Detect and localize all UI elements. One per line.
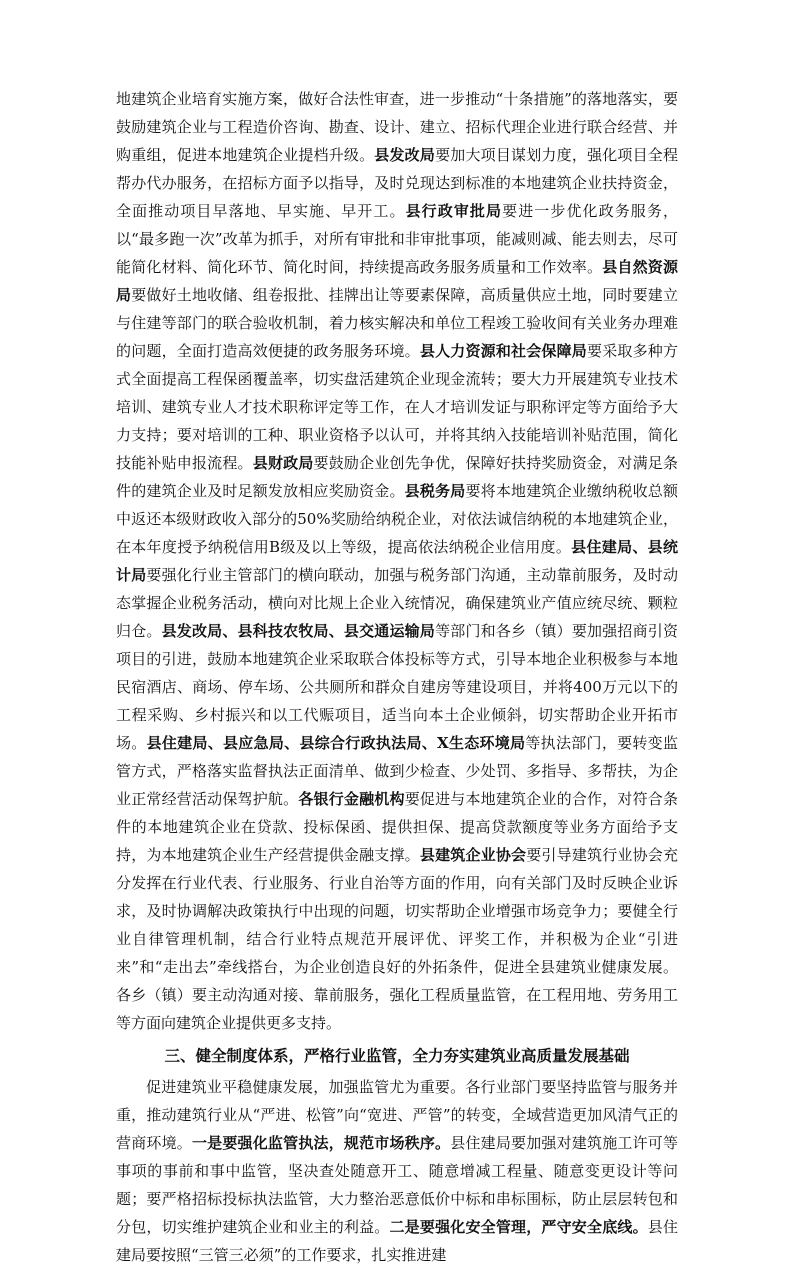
bold-phrase: 县税务局 [404, 482, 466, 500]
document-page [116, 85, 678, 1264]
bold-phrase: 县人力资源和社会保障局 [419, 342, 588, 360]
text-run: 要加大项目谋划力度，强化项目全程帮办代办服务，在招标方面予以指导，及时兑现达到标准的本地建筑企业扶持资金，全面推动项目早落地、早实施、早开工。 [116, 146, 678, 220]
text-run: 要鼓励企业创先争优，保障好扶持奖励资金，对满足条件的建筑企业及时足额发放相应奖励资金。 [116, 454, 678, 500]
text-run: 要做好土地收储、组卷报批、挂牌出让等要素保障，高质量供应土地，同时要建立与住建等部门的联合验收机制，着力核实解决和单位工程竣工验收间有关业务办理难的问题，全面打造高效便捷的政务服务环境。 [116, 286, 678, 360]
text-run: 要采取多种方式全面提高工程保函覆盖率，切实盘活建筑企业现金流转；要大力开展建筑专业技术培训、建筑专业人才技术职称评定等工作，在人才培训发证与职称评定等方面给予大力支持；要对培训的工种、职业资格予以认可，并将其纳入技能培训补贴范围，简化技能补贴申报流程。 [116, 342, 678, 472]
bold-phrase: 一是要强化监管执法，规范市场秩序。 [191, 1134, 451, 1152]
bold-phrase: 县行政审批局 [405, 202, 503, 220]
text-run: 县住建局要按照“三管三必须”的工作要求，扎实推进建 [116, 1218, 678, 1264]
text-run: 等部门和各乡（镇）要加强招商引资项目的引进，鼓励本地建筑企业采取联合体投标等方式，引导本地企业积极参与本地民宿酒店、商场、停车场、公共厕所和群众自建房等建设项目，并将400万元以下的工程采购、乡村振兴和以工代赈项目，适当向本土企业倾斜，切实帮助企业开拓市场。 [116, 622, 678, 752]
text-run: 要引导建筑行业协会充分发挥在行业代表、行业服务、行业自治等方面的作用，向有关部门及时反映企业诉求，及时协调解决政策执行中出现的问题，切实帮助企业增强市场竞争力；要健全行业自律管理机制，结合行业特点规范开展评优、评奖工作，并积极为企业“引进来”和“走出去”牵线搭台，为企业创造良好的外拓条件，促进全县建筑业健康发展。各乡（镇）要主动沟通对接、靠前服务，强化工程质量监管，在工程用地、劳务用工等方面向建筑企业提供更多支持。 [116, 846, 678, 1032]
body-paragraph-1 [116, 85, 678, 1037]
text-run: 要将本地建筑企业缴纳税收总额中返还本级财政收入部分的50%奖励给纳税企业，对依法诚信纳税的本地建筑企业，在本年度授予纳税信用B级及以上等级，提高依法纳税企业信用度。 [116, 482, 678, 556]
bold-phrase: 县自然资源局 [116, 258, 678, 304]
bold-phrase: 县住建局、县应急局、县综合行政执法局、X生态环境局 [146, 734, 526, 752]
bold-phrase: 各银行金融机构 [298, 790, 405, 808]
section-heading: 三、健全制度体系，严格行业监管，全力夯实建筑业高质量发展基础 [164, 1046, 630, 1065]
body-paragraph-2 [116, 1073, 678, 1269]
text-run: 要促进与本地建筑企业的合作，对符合条件的本地建筑企业在贷款、投标保函、提供担保、提高贷款额度等业务方面给予支持，为本地建筑企业生产经营提供金融支撑。 [116, 790, 678, 864]
bold-phrase: 县财政局 [252, 454, 314, 472]
bold-phrase: 二是要强化安全管理，严守安全底线。 [389, 1218, 648, 1236]
text-run: 地建筑企业培育实施方案，做好合法性审查，进一步推动“十条措施”的落地落实，要鼓励建筑企业与工程造价咨询、勘查、设计、建立、招标代理企业进行联合经营、并购重组，促进本地建筑企业提档升级。 [116, 90, 678, 164]
text-run: 县住建局要加强对建筑施工许可等事项的事前和事中监管，坚决查处随意开工、随意增减工程量、随意变更设计等问题；要严格招标投标执法监管，大力整治恶意低价中标和串标围标，防止层层转包和分包，切实维护建筑企业和业主的利益。 [116, 1134, 678, 1236]
bold-phrase: 县发改局 [374, 146, 436, 164]
text-run: 要进一步优化政务服务，以“最多跑一次”改革为抓手，对所有审批和非审批事项，能减则减、能去则去，尽可能简化材料、简化环节、简化时间，持续提高政务服务质量和工作效率。 [116, 202, 678, 276]
bold-phrase: 县住建局、县统计局 [116, 538, 678, 584]
bold-phrase: 县建筑企业协会 [419, 846, 527, 864]
bold-phrase: 县发改局、县科技农牧局、县交通运输局 [161, 622, 436, 640]
text-run: 等执法部门，要转变监管方式，严格落实监督执法正面清单、做到少检查、少处罚、多指导、多帮扶，为企业正常经营活动保驾护航。 [116, 734, 678, 808]
text-run: 促进建筑业平稳健康发展，加强监管尤为重要。各行业部门要坚持监管与服务并重，推动建筑行业从“严进、松管”向“宽进、严管”的转变，全域营造更加风清气正的营商环境。 [116, 1078, 678, 1152]
text-run: 要强化行业主管部门的横向联动，加强与税务部门沟通，主动靠前服务，及时动态掌握企业税务活动，横向对比规上企业入统情况，确保建筑业产值应统尽统、颗粒归仓。 [116, 566, 678, 640]
